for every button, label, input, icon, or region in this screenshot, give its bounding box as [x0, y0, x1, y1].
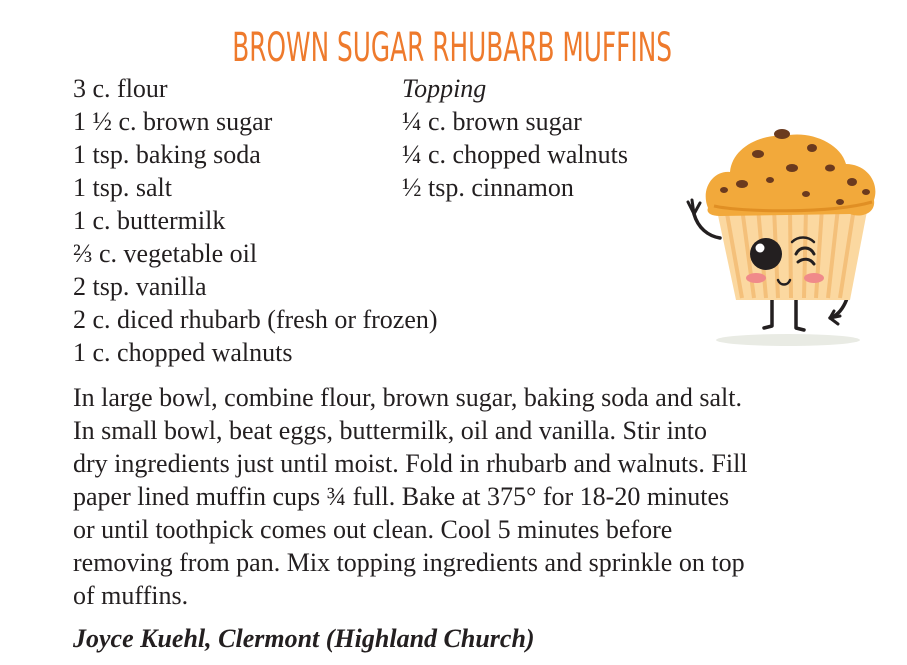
directions-line: or until toothpick comes out clean. Cool 5 minutes before: [73, 515, 673, 544]
topping-item: ½ tsp. cinnamon: [402, 173, 574, 202]
ingredient-item: ⅔ c. vegetable oil: [73, 239, 258, 268]
directions-line: In small bowl, beat eggs, buttermilk, oil and vanilla. Stir into: [73, 416, 708, 445]
topping-list: [402, 72, 628, 204]
ingredient-item: 2 c. diced rhubarb (fresh or frozen): [73, 305, 438, 334]
directions-line: paper lined muffin cups ¾ full. Bake at 375° for 18-20 minutes: [73, 482, 730, 511]
topping-item: ¼ c. brown sugar: [402, 107, 582, 136]
directions-paragraph: [73, 381, 873, 612]
ingredient-item: 1 c. chopped walnuts: [73, 338, 293, 367]
topping-item: ¼ c. chopped walnuts: [402, 140, 629, 169]
topping-heading: Topping: [402, 74, 487, 103]
cartoon-muffin-waving-icon: [680, 118, 890, 354]
directions-line: In large bowl, combine flour, brown sugar, baking soda and salt.: [73, 383, 742, 412]
recipe-title: BROWN SUGAR RHUBARB MUFFINS: [232, 25, 673, 71]
ingredient-item: 1 tsp. baking soda: [73, 140, 261, 169]
directions-line: dry ingredients just until moist. Fold in rhubarb and walnuts. Fill: [73, 449, 748, 478]
ingredients-list: [73, 72, 438, 369]
ingredient-item: 2 tsp. vanilla: [73, 272, 207, 301]
directions-line: removing from pan. Mix topping ingredients and sprinkle on top: [73, 548, 745, 577]
ingredient-item: 1 ½ c. brown sugar: [73, 107, 273, 136]
recipe-author: Joyce Kuehl, Clermont (Highland Church): [73, 624, 535, 653]
ingredient-item: 1 c. buttermilk: [73, 206, 226, 235]
ingredient-item: 3 c. flour: [73, 74, 168, 103]
directions-line: of muffins.: [73, 581, 189, 610]
ingredient-item: 1 tsp. salt: [73, 173, 172, 202]
